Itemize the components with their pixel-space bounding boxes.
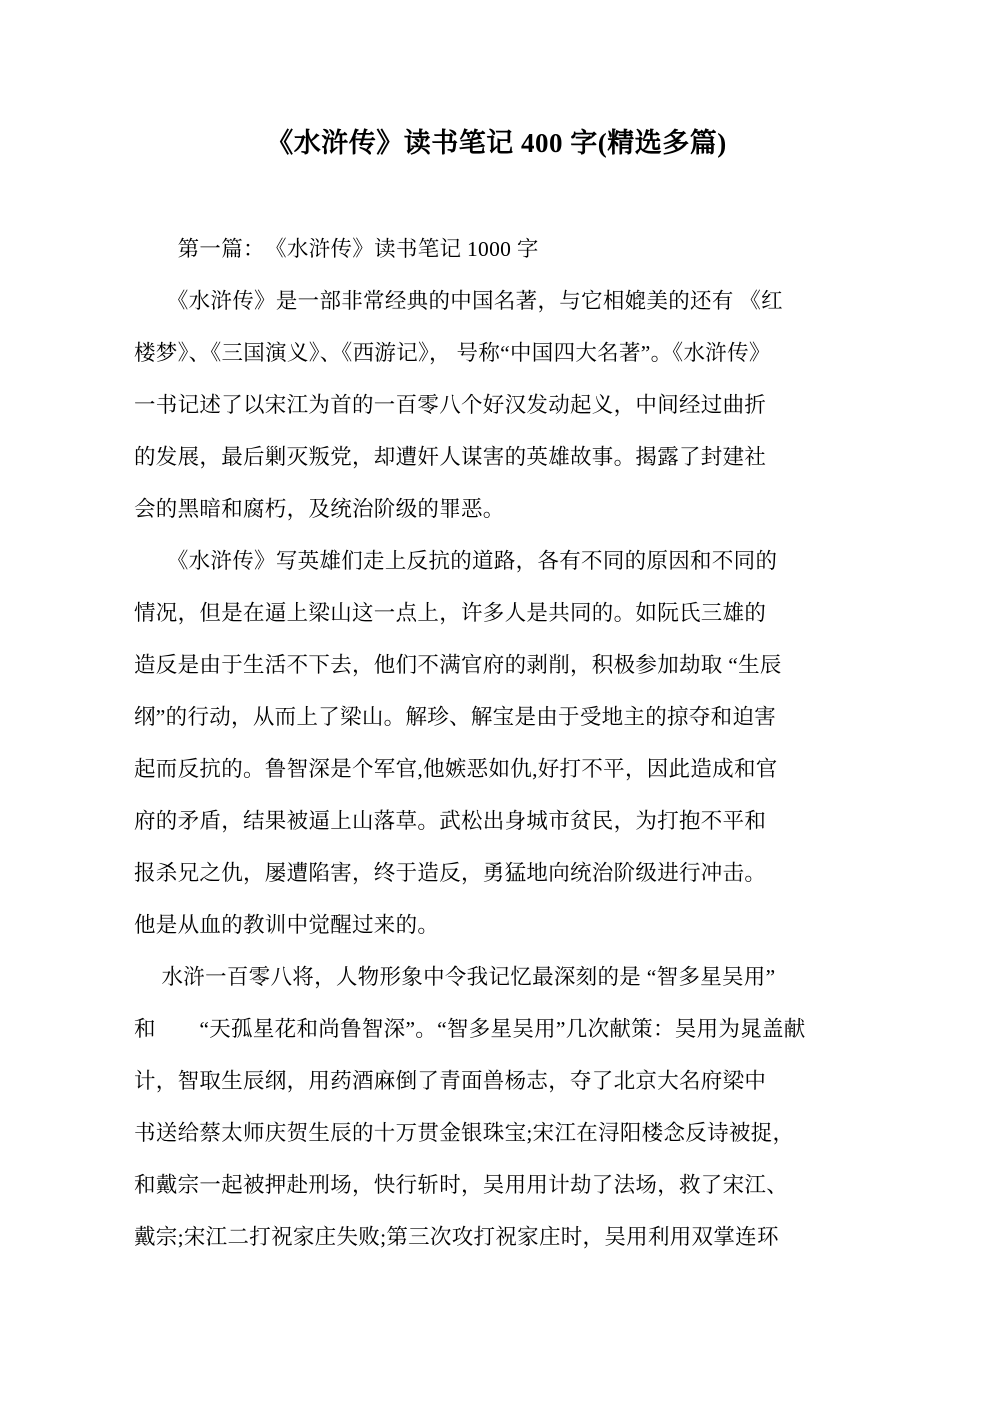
text-line: 府的矛盾，结果被逼上山落草。武松出身城市贫民，为打抱不平和 xyxy=(134,809,767,833)
text-line: 楼梦》、《三国演义》、《西游记》， 号称“中国四大名著”。《水浒传》 xyxy=(134,341,771,365)
text-line: 起而反抗的。鲁智深是个军官,他嫉恶如仇,好打不平，因此造成和官 xyxy=(134,757,778,781)
text-line: 会的黑暗和腐朽，及统治阶级的罪恶。 xyxy=(134,497,505,521)
text-line: 和戴宗一起被押赴刑场，快行斩时，吴用用计劫了法场，救了宋江、 xyxy=(134,1173,789,1197)
text-line: 情况，但是在逼上梁山这一点上，许多人是共同的。如阮氏三雄的 xyxy=(134,601,767,625)
text-line: 报杀兄之仇，屡遭陷害，终于造反，勇猛地向统治阶级进行冲击。 xyxy=(134,861,767,885)
text-line: 计，智取生辰纲，用药酒麻倒了青面兽杨志，夺了北京大名府梁中 xyxy=(134,1069,767,1093)
text-line: 和 “天孤星花和尚鲁智深”。“智多星吴用”几次献策：吴用为晁盖献 xyxy=(134,1017,806,1041)
text-line: 第一篇： 《水浒传》读书笔记 1000 字 xyxy=(134,237,539,261)
text-line: 水浒一百零八将，人物形象中令我记忆最深刻的是 “智多星吴用” xyxy=(134,965,776,989)
text-line: 《水浒传》写英雄们走上反抗的道路，各有不同的原因和不同的 xyxy=(134,549,778,573)
text-line: 书送给蔡太师庆贺生辰的十万贯金银珠宝;宋江在浔阳楼念反诗被捉， xyxy=(134,1121,795,1145)
text-line: 造反是由于生活不下去，他们不满官府的剥削，积极参加劫取 “生辰 xyxy=(134,653,782,677)
text-line: 《水浒传》是一部非常经典的中国名著，与它相媲美的还有 《红 xyxy=(134,289,783,313)
text-line: 一书记述了以宋江为首的一百零八个好汉发动起义，中间经过曲折 xyxy=(134,393,767,417)
text-line: 的发展，最后剿灭叛党，却遭奸人谋害的英雄故事。揭露了封建社 xyxy=(134,445,767,469)
text-line: 戴宗;宋江二打祝家庄失败;第三次攻打祝家庄时，吴用利用双掌连环 xyxy=(134,1225,779,1249)
document-body xyxy=(134,223,856,1263)
text-line: 他是从血的教训中觉醒过来的。 xyxy=(134,913,440,937)
text-line: 纲”的行动，从而上了梁山。解珍、解宝是由于受地主的掠夺和迫害 xyxy=(134,705,777,729)
document-title: 《水浒传》读书笔记 400 字(精选多篇) xyxy=(266,128,727,158)
